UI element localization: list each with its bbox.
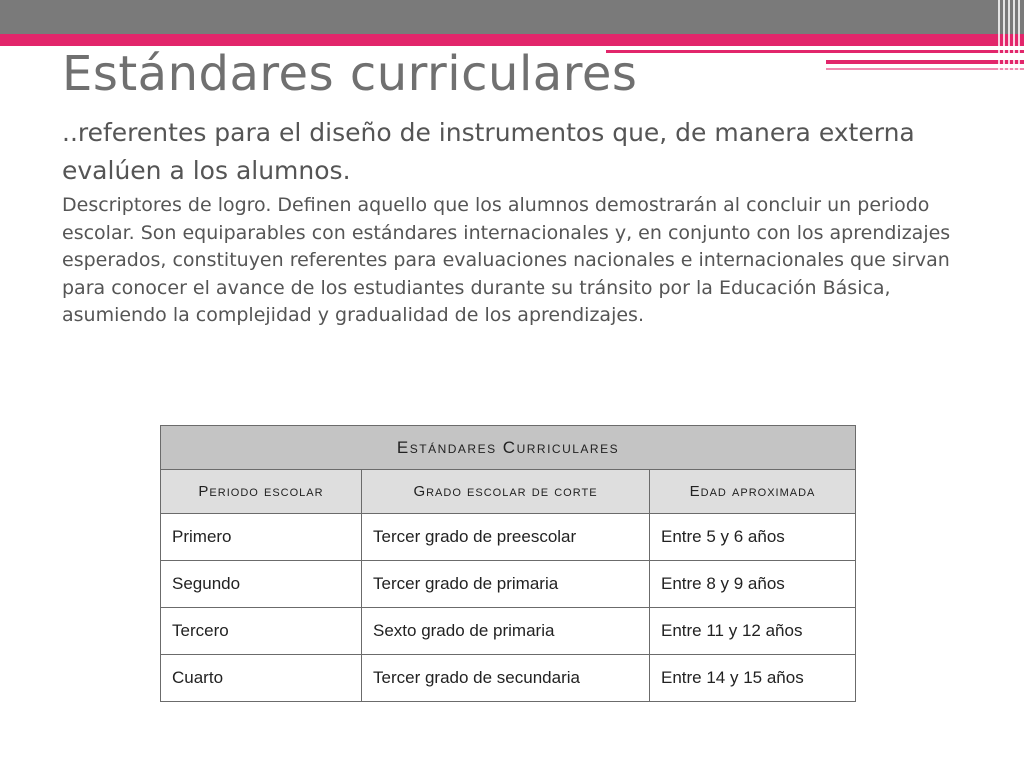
- header-side-stripes: [996, 0, 1024, 70]
- column-header-grado: Grado escolar de corte: [362, 470, 650, 514]
- table-cell: Segundo: [161, 561, 362, 608]
- table-cell: Entre 8 y 9 años: [650, 561, 856, 608]
- column-header-periodo: Periodo escolar: [161, 470, 362, 514]
- column-header-edad: Edad aproximada: [650, 470, 856, 514]
- header-accent-line: [606, 50, 1024, 53]
- slide-subtitle: ..referentes para el diseño de instrumentos que, de manera externa evalúen a los alumnos.: [62, 118, 915, 185]
- table-cell: Tercer grado de primaria: [362, 561, 650, 608]
- table-cell: Tercer grado de secundaria: [362, 655, 650, 702]
- table-cell: Tercer grado de preescolar: [362, 514, 650, 561]
- table-cell: Entre 11 y 12 años: [650, 608, 856, 655]
- table-cell: Tercero: [161, 608, 362, 655]
- table-row: [161, 608, 856, 655]
- table-caption: Estándares Curriculares: [161, 426, 856, 470]
- table-cell: Sexto grado de primaria: [362, 608, 650, 655]
- table-row: [161, 514, 856, 561]
- slide-title: Estándares curriculares: [62, 46, 638, 102]
- table-cell: Cuarto: [161, 655, 362, 702]
- standards-table: [160, 425, 856, 702]
- table-cell: Entre 14 y 15 años: [650, 655, 856, 702]
- slide-body-text: Descriptores de logro. Definen aquello que los alumnos demostrarán al concluir un periodo escolar. Son equiparables con estándares internacionales y, en conjunto con los aprendizajes esperados, constituyen referentes para evaluaciones nacionales e internacionales que sirvan para conocer el avance de los estudiantes durante su tránsito por la Educación Básica, asumiendo la complejidad y gradualidad de los aprendizajes.: [62, 194, 951, 326]
- header-pink-band: [0, 34, 1024, 46]
- table-caption-row: [161, 426, 856, 470]
- table-header-row: [161, 470, 856, 514]
- table-cell: Primero: [161, 514, 362, 561]
- header-accent-line: [826, 68, 1024, 70]
- table-row: [161, 655, 856, 702]
- table-row: [161, 561, 856, 608]
- header-gray-bar: [0, 0, 1024, 34]
- header-accent-line: [826, 60, 1024, 64]
- table-cell: Entre 5 y 6 años: [650, 514, 856, 561]
